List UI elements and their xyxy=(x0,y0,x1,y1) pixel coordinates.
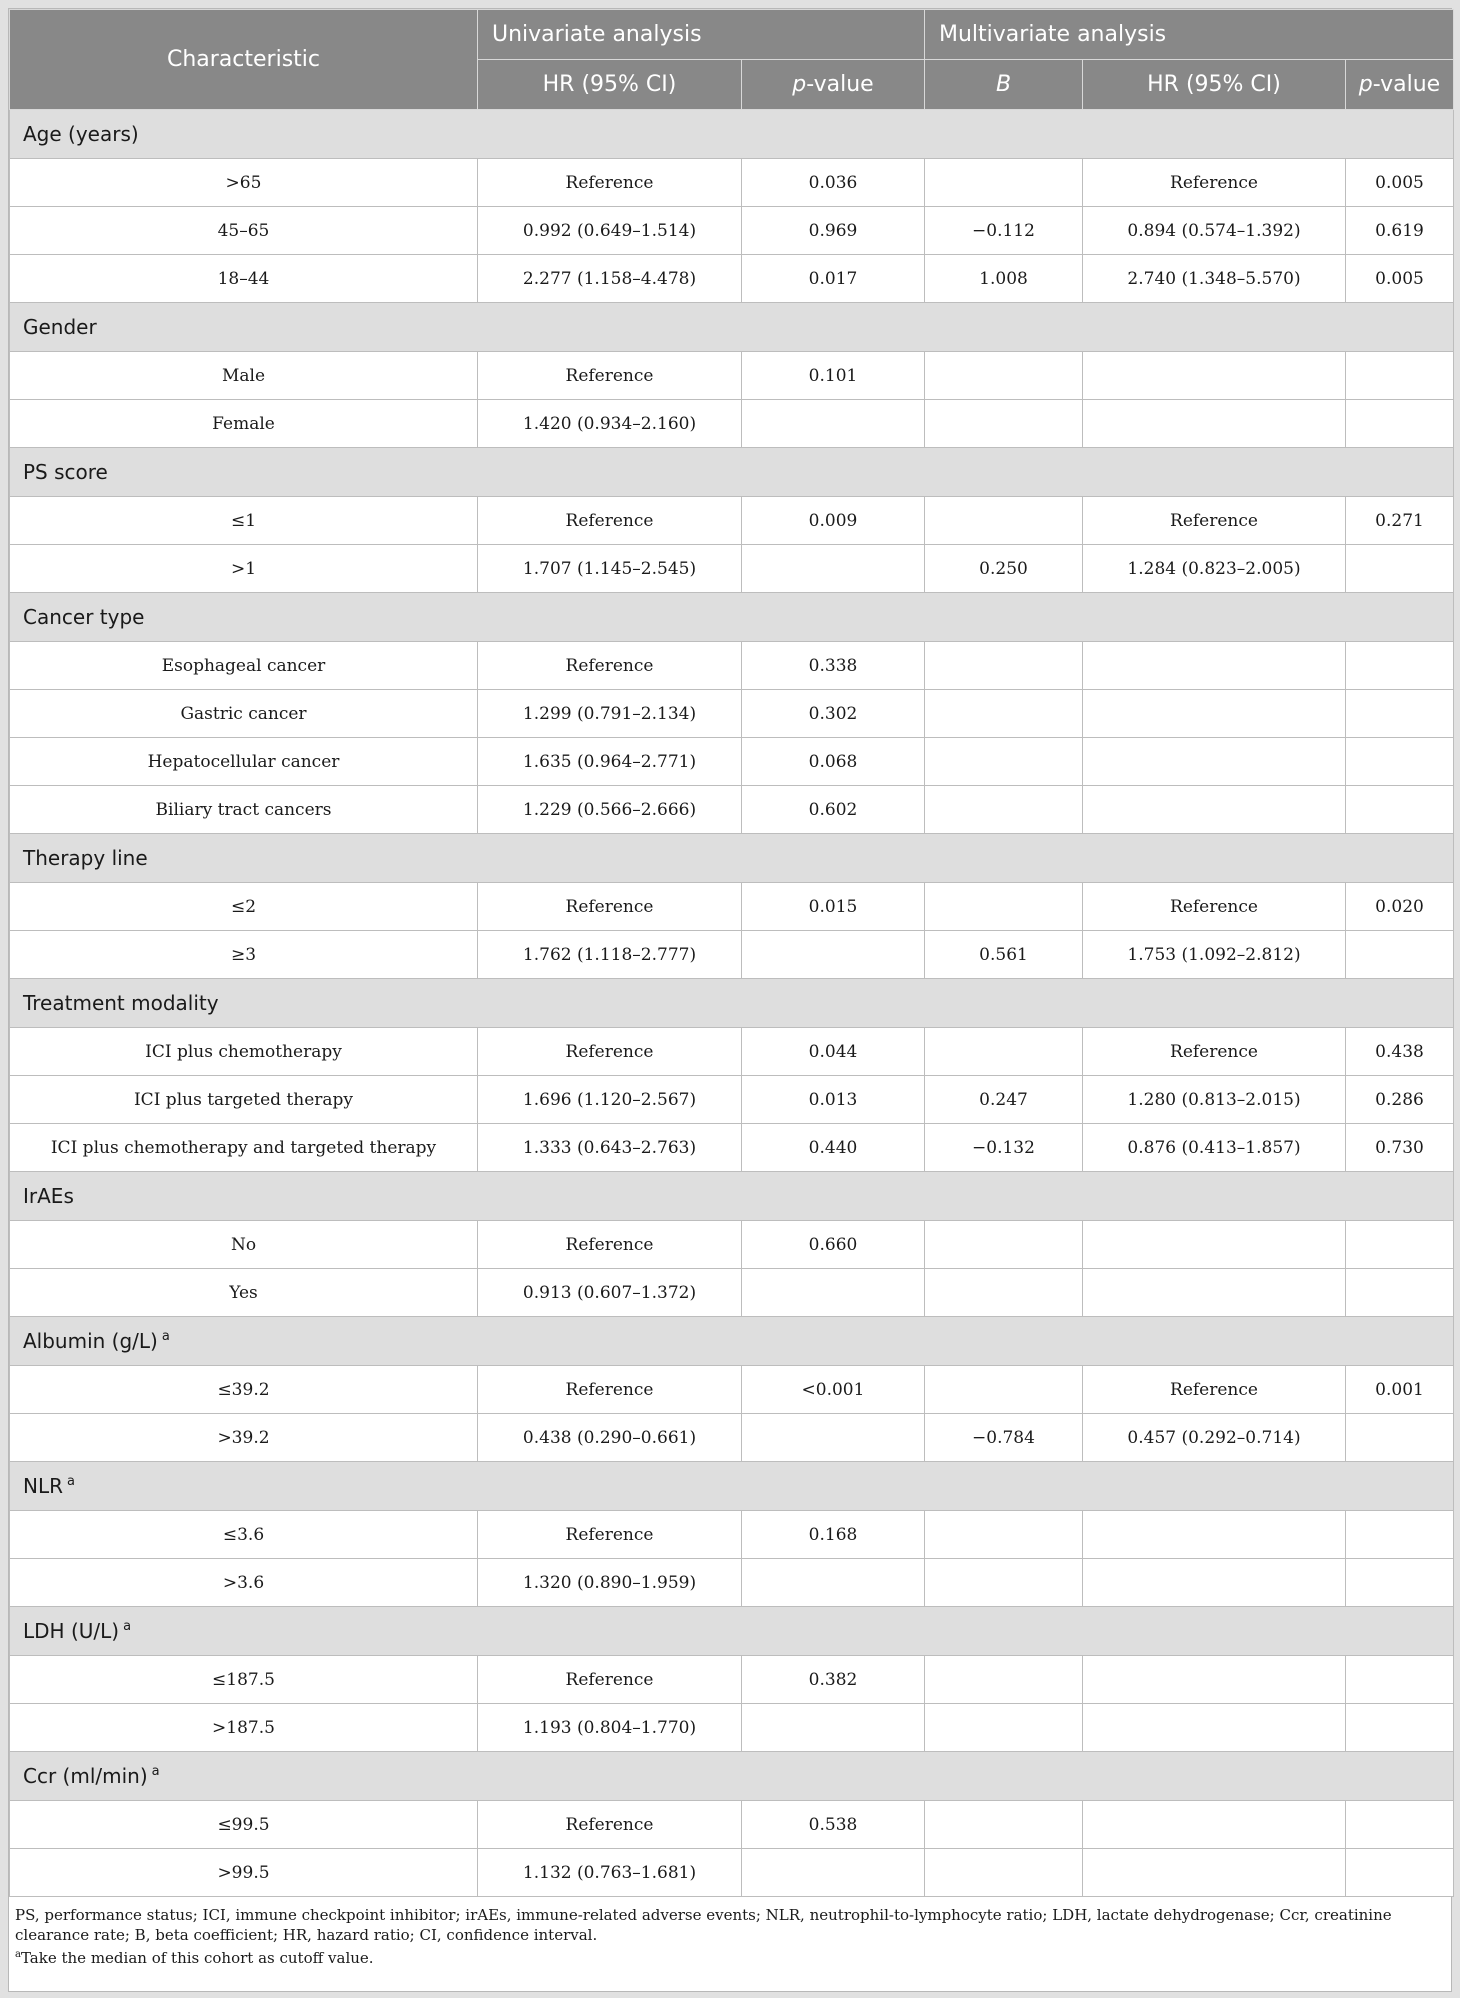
characteristic-cell: Female xyxy=(10,400,478,448)
beta-cell: −0.784 xyxy=(925,1414,1083,1462)
univariate-p-cell: 0.538 xyxy=(742,1801,925,1849)
group-label-cell xyxy=(10,448,1454,497)
multivariate-hr-cell: Reference xyxy=(1083,883,1346,931)
multivariate-p-cell xyxy=(1346,690,1454,738)
multivariate-p-cell: 0.271 xyxy=(1346,497,1454,545)
beta-cell xyxy=(925,1656,1083,1704)
multivariate-hr-cell xyxy=(1083,642,1346,690)
univariate-hr-cell: 1.320 (0.890–1.959) xyxy=(478,1559,742,1607)
characteristic-cell: 18–44 xyxy=(10,255,478,303)
table-row xyxy=(10,1801,1454,1849)
multivariate-hr-cell xyxy=(1083,786,1346,834)
beta-cell xyxy=(925,400,1083,448)
multivariate-p-cell: 0.005 xyxy=(1346,159,1454,207)
multivariate-hr-cell xyxy=(1083,1801,1346,1849)
table-row xyxy=(10,255,1454,303)
table-row xyxy=(10,1656,1454,1704)
multivariate-p-cell xyxy=(1346,1221,1454,1269)
univariate-hr-cell: 0.992 (0.649–1.514) xyxy=(478,207,742,255)
univariate-p-cell: 0.068 xyxy=(742,738,925,786)
univariate-p-cell xyxy=(742,1269,925,1317)
multivariate-p-cell xyxy=(1346,1414,1454,1462)
group-label: Therapy line xyxy=(23,846,148,870)
multivariate-p-cell xyxy=(1346,1801,1454,1849)
univariate-p-cell: <0.001 xyxy=(742,1366,925,1414)
univariate-p-cell xyxy=(742,1704,925,1752)
beta-cell xyxy=(925,352,1083,400)
univariate-p-cell: 0.015 xyxy=(742,883,925,931)
multivariate-p-cell xyxy=(1346,642,1454,690)
table-row xyxy=(10,786,1454,834)
multivariate-hr-cell: 1.753 (1.092–2.812) xyxy=(1083,931,1346,979)
uni-p-header xyxy=(742,60,925,110)
group-label-cell xyxy=(10,979,1454,1028)
univariate-p-cell: 0.969 xyxy=(742,207,925,255)
group-row xyxy=(10,1607,1454,1656)
table-footnote xyxy=(9,1897,1451,1968)
univariate-hr-cell: 1.420 (0.934–2.160) xyxy=(478,400,742,448)
group-label: Treatment modality xyxy=(23,991,219,1015)
multivariate-hr-cell xyxy=(1083,400,1346,448)
characteristic-cell: ICI plus chemotherapy and targeted therapy xyxy=(10,1124,478,1172)
beta-cell xyxy=(925,1559,1083,1607)
beta-cell: −0.132 xyxy=(925,1124,1083,1172)
multivariate-p-cell: 0.286 xyxy=(1346,1076,1454,1124)
footnote-marker: a xyxy=(15,1949,21,1960)
table-row xyxy=(10,400,1454,448)
group-label-cell xyxy=(10,1317,1454,1366)
characteristic-cell: No xyxy=(10,1221,478,1269)
beta-cell: 1.008 xyxy=(925,255,1083,303)
characteristic-cell: ≤2 xyxy=(10,883,478,931)
univariate-hr-cell: Reference xyxy=(478,159,742,207)
univariate-p-cell xyxy=(742,545,925,593)
univariate-hr-cell: Reference xyxy=(478,1028,742,1076)
table-row xyxy=(10,1221,1454,1269)
table-row xyxy=(10,690,1454,738)
univariate-hr-cell: 0.913 (0.607–1.372) xyxy=(478,1269,742,1317)
multivariate-hr-cell xyxy=(1083,1511,1346,1559)
univariate-hr-cell: Reference xyxy=(478,497,742,545)
multivariate-p-cell: 0.438 xyxy=(1346,1028,1454,1076)
characteristic-cell: >1 xyxy=(10,545,478,593)
table-row xyxy=(10,1076,1454,1124)
group-label-cell xyxy=(10,303,1454,352)
multivariate-hr-cell: Reference xyxy=(1083,1366,1346,1414)
beta-cell xyxy=(925,497,1083,545)
univariate-p-cell: 0.660 xyxy=(742,1221,925,1269)
univariate-p-cell: 0.009 xyxy=(742,497,925,545)
univariate-hr-cell: Reference xyxy=(478,1656,742,1704)
table-row xyxy=(10,1366,1454,1414)
group-row xyxy=(10,1462,1454,1511)
beta-cell xyxy=(925,1704,1083,1752)
group-label-cell xyxy=(10,110,1454,159)
beta-cell xyxy=(925,786,1083,834)
characteristic-cell: >39.2 xyxy=(10,1414,478,1462)
multivariate-hr-cell: 2.740 (1.348–5.570) xyxy=(1083,255,1346,303)
beta-cell: −0.112 xyxy=(925,207,1083,255)
multivariate-hr-cell: Reference xyxy=(1083,159,1346,207)
beta-cell xyxy=(925,1511,1083,1559)
group-label: IrAEs xyxy=(23,1184,74,1208)
characteristic-cell: 45–65 xyxy=(10,207,478,255)
multi-b-header: B xyxy=(925,60,1083,110)
univariate-hr-cell: Reference xyxy=(478,1366,742,1414)
beta-cell xyxy=(925,1221,1083,1269)
group-row xyxy=(10,834,1454,883)
univariate-hr-cell: 1.635 (0.964–2.771) xyxy=(478,738,742,786)
characteristic-cell: ≥3 xyxy=(10,931,478,979)
table-row xyxy=(10,883,1454,931)
univariate-p-cell xyxy=(742,1414,925,1462)
multivariate-hr-cell xyxy=(1083,690,1346,738)
group-label-cell xyxy=(10,1607,1454,1656)
characteristic-cell: >65 xyxy=(10,159,478,207)
univariate-hr-cell: 1.333 (0.643–2.763) xyxy=(478,1124,742,1172)
univariate-header: Univariate analysis xyxy=(478,10,925,60)
beta-cell xyxy=(925,1801,1083,1849)
multivariate-p-cell: 0.001 xyxy=(1346,1366,1454,1414)
group-row xyxy=(10,110,1454,159)
group-label-cell xyxy=(10,1172,1454,1221)
beta-cell xyxy=(925,642,1083,690)
univariate-hr-cell: Reference xyxy=(478,1221,742,1269)
univariate-p-cell: 0.013 xyxy=(742,1076,925,1124)
univariate-hr-cell: 2.277 (1.158–4.478) xyxy=(478,255,742,303)
univariate-hr-cell: Reference xyxy=(478,642,742,690)
characteristic-cell: ICI plus targeted therapy xyxy=(10,1076,478,1124)
univariate-p-cell: 0.602 xyxy=(742,786,925,834)
univariate-hr-cell: 1.193 (0.804–1.770) xyxy=(478,1704,742,1752)
multivariate-p-cell: 0.619 xyxy=(1346,207,1454,255)
characteristic-cell: Biliary tract cancers xyxy=(10,786,478,834)
multivariate-p-cell xyxy=(1346,1656,1454,1704)
characteristic-cell: Male xyxy=(10,352,478,400)
characteristic-cell: ≤187.5 xyxy=(10,1656,478,1704)
multivariate-hr-cell: Reference xyxy=(1083,497,1346,545)
multivariate-p-cell xyxy=(1346,786,1454,834)
uni-p-suffix: -value xyxy=(806,72,874,97)
multivariate-p-cell xyxy=(1346,1559,1454,1607)
univariate-p-cell xyxy=(742,931,925,979)
univariate-hr-cell: 0.438 (0.290–0.661) xyxy=(478,1414,742,1462)
multivariate-p-cell xyxy=(1346,931,1454,979)
univariate-p-cell: 0.036 xyxy=(742,159,925,207)
table-row xyxy=(10,1849,1454,1897)
multivariate-p-cell: 0.020 xyxy=(1346,883,1454,931)
group-label: LDH (U/L) xyxy=(23,1619,120,1643)
multivariate-p-cell: 0.005 xyxy=(1346,255,1454,303)
table-row xyxy=(10,497,1454,545)
univariate-p-cell xyxy=(742,1849,925,1897)
group-row xyxy=(10,593,1454,642)
table-row xyxy=(10,1704,1454,1752)
table-body xyxy=(10,110,1454,1897)
group-row xyxy=(10,303,1454,352)
footnote-abbreviations: PS, performance status; ICI, immune checkpoint inhibitor; irAEs, immune-related adverse events; NLR, neutrophil-to-lymphocyte ratio; LDH, lactate dehydrogenase; Ccr, creatinine clearance rate; B, beta coefficient; HR, hazard ratio; CI, confidence interval. xyxy=(15,1906,1392,1944)
multivariate-hr-cell: Reference xyxy=(1083,1028,1346,1076)
multivariate-p-cell xyxy=(1346,1511,1454,1559)
characteristic-cell: ≤99.5 xyxy=(10,1801,478,1849)
group-row xyxy=(10,448,1454,497)
group-row xyxy=(10,1172,1454,1221)
table-row xyxy=(10,352,1454,400)
beta-cell xyxy=(925,1028,1083,1076)
table-row xyxy=(10,642,1454,690)
multivariate-hr-cell: 0.876 (0.413–1.857) xyxy=(1083,1124,1346,1172)
multivariate-p-cell xyxy=(1346,738,1454,786)
univariate-p-cell: 0.338 xyxy=(742,642,925,690)
group-label-cell xyxy=(10,1752,1454,1801)
characteristic-cell: Gastric cancer xyxy=(10,690,478,738)
characteristic-cell: ≤3.6 xyxy=(10,1511,478,1559)
characteristic-cell: >3.6 xyxy=(10,1559,478,1607)
univariate-hr-cell: Reference xyxy=(478,1511,742,1559)
multivariate-hr-cell xyxy=(1083,1269,1346,1317)
table-row xyxy=(10,1414,1454,1462)
table-row xyxy=(10,1269,1454,1317)
group-row xyxy=(10,979,1454,1028)
multivariate-hr-cell xyxy=(1083,352,1346,400)
univariate-hr-cell: 1.696 (1.120–2.567) xyxy=(478,1076,742,1124)
univariate-hr-cell: 1.132 (0.763–1.681) xyxy=(478,1849,742,1897)
univariate-hr-cell: 1.299 (0.791–2.134) xyxy=(478,690,742,738)
beta-cell xyxy=(925,1366,1083,1414)
multivariate-hr-cell: 1.284 (0.823–2.005) xyxy=(1083,545,1346,593)
group-row xyxy=(10,1317,1454,1366)
group-footnote-marker: a xyxy=(123,1619,132,1634)
results-table-panel xyxy=(8,8,1452,1992)
characteristic-cell: Yes xyxy=(10,1269,478,1317)
beta-cell: 0.561 xyxy=(925,931,1083,979)
beta-cell: 0.250 xyxy=(925,545,1083,593)
group-label-cell xyxy=(10,593,1454,642)
multivariate-hr-cell: 0.457 (0.292–0.714) xyxy=(1083,1414,1346,1462)
multivariate-hr-cell xyxy=(1083,1849,1346,1897)
beta-cell xyxy=(925,883,1083,931)
group-label: PS score xyxy=(23,460,108,484)
group-label: Gender xyxy=(23,315,97,339)
multivariate-hr-cell xyxy=(1083,1656,1346,1704)
characteristic-cell: Hepatocellular cancer xyxy=(10,738,478,786)
uni-p-italic: p xyxy=(792,72,807,97)
multi-p-suffix: -value xyxy=(1372,72,1441,97)
table-row xyxy=(10,545,1454,593)
multivariate-p-cell: 0.730 xyxy=(1346,1124,1454,1172)
beta-cell xyxy=(925,690,1083,738)
beta-cell xyxy=(925,159,1083,207)
table-row xyxy=(10,1028,1454,1076)
group-label-cell xyxy=(10,1462,1454,1511)
multivariate-p-cell xyxy=(1346,545,1454,593)
characteristic-header: Characteristic xyxy=(10,10,478,110)
multivariate-p-cell xyxy=(1346,1704,1454,1752)
footnote-cutoff xyxy=(15,1945,1445,1968)
multivariate-p-cell xyxy=(1346,400,1454,448)
beta-cell xyxy=(925,1269,1083,1317)
characteristic-cell: >99.5 xyxy=(10,1849,478,1897)
group-label: Age (years) xyxy=(23,122,139,146)
cox-regression-table xyxy=(9,9,1454,1897)
beta-cell xyxy=(925,738,1083,786)
characteristic-cell: Esophageal cancer xyxy=(10,642,478,690)
multivariate-hr-cell xyxy=(1083,738,1346,786)
univariate-p-cell xyxy=(742,1559,925,1607)
beta-cell: 0.247 xyxy=(925,1076,1083,1124)
univariate-hr-cell: Reference xyxy=(478,352,742,400)
group-footnote-marker: a xyxy=(151,1764,160,1779)
characteristic-cell: >187.5 xyxy=(10,1704,478,1752)
multivariate-hr-cell: 1.280 (0.813–2.015) xyxy=(1083,1076,1346,1124)
characteristic-cell: ≤39.2 xyxy=(10,1366,478,1414)
group-label: NLR xyxy=(23,1474,63,1498)
group-row xyxy=(10,1752,1454,1801)
multivariate-header: Multivariate analysis xyxy=(925,10,1454,60)
multi-p-header xyxy=(1346,60,1454,110)
multivariate-p-cell xyxy=(1346,1269,1454,1317)
group-footnote-marker: a xyxy=(67,1474,75,1489)
univariate-hr-cell: 1.229 (0.566–2.666) xyxy=(478,786,742,834)
multivariate-hr-cell xyxy=(1083,1559,1346,1607)
univariate-hr-cell: 1.707 (1.145–2.545) xyxy=(478,545,742,593)
multi-hr-header: HR (95% CI) xyxy=(1083,60,1346,110)
characteristic-cell: ICI plus chemotherapy xyxy=(10,1028,478,1076)
univariate-p-cell: 0.044 xyxy=(742,1028,925,1076)
beta-cell xyxy=(925,1849,1083,1897)
table-row xyxy=(10,207,1454,255)
multivariate-hr-cell xyxy=(1083,1221,1346,1269)
table-row xyxy=(10,159,1454,207)
table-row xyxy=(10,931,1454,979)
multivariate-p-cell xyxy=(1346,1849,1454,1897)
multivariate-hr-cell xyxy=(1083,1704,1346,1752)
univariate-p-cell: 0.302 xyxy=(742,690,925,738)
group-label: Albumin (g/L) xyxy=(23,1329,158,1353)
univariate-p-cell: 0.168 xyxy=(742,1511,925,1559)
group-label: Ccr (ml/min) xyxy=(23,1764,148,1788)
univariate-p-cell: 0.017 xyxy=(742,255,925,303)
table-row xyxy=(10,738,1454,786)
uni-hr-header: HR (95% CI) xyxy=(478,60,742,110)
group-footnote-marker: a xyxy=(161,1329,170,1344)
group-label: Cancer type xyxy=(23,605,145,629)
footnote-cutoff-text: Take the median of this cohort as cutoff value. xyxy=(20,1949,374,1967)
multivariate-p-cell xyxy=(1346,352,1454,400)
univariate-p-cell: 0.382 xyxy=(742,1656,925,1704)
univariate-p-cell xyxy=(742,400,925,448)
univariate-p-cell: 0.101 xyxy=(742,352,925,400)
multi-p-italic: p xyxy=(1358,72,1373,97)
univariate-hr-cell: Reference xyxy=(478,883,742,931)
univariate-hr-cell: Reference xyxy=(478,1801,742,1849)
header-row-top xyxy=(10,10,1454,60)
group-label-cell xyxy=(10,834,1454,883)
univariate-hr-cell: 1.762 (1.118–2.777) xyxy=(478,931,742,979)
table-row xyxy=(10,1124,1454,1172)
characteristic-cell: ≤1 xyxy=(10,497,478,545)
table-row xyxy=(10,1511,1454,1559)
univariate-p-cell: 0.440 xyxy=(742,1124,925,1172)
multivariate-hr-cell: 0.894 (0.574–1.392) xyxy=(1083,207,1346,255)
table-row xyxy=(10,1559,1454,1607)
